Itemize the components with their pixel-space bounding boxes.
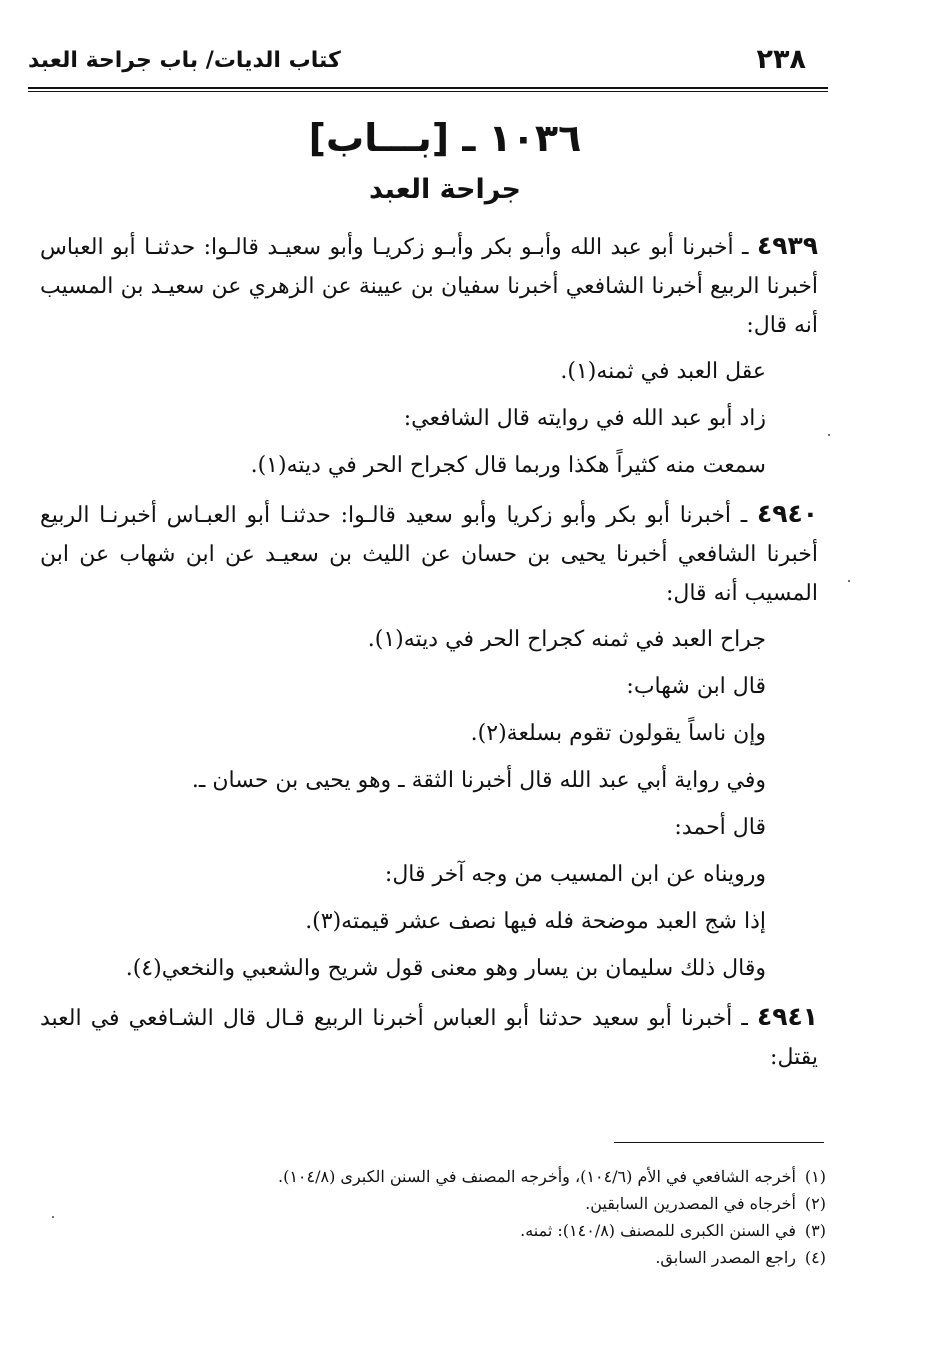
footnote — [120, 1191, 826, 1216]
hadith-paragraph — [40, 494, 818, 613]
page-header — [28, 44, 828, 84]
footnote — [120, 1245, 826, 1270]
footnote-mark: (٣) — [804, 1221, 826, 1240]
hadith-text: ـ أخبرنا أبو سعيد حدثنا أبو العباس أخبرنا الربيع قـال قال الشـافعي في العبد يقتل: — [40, 1006, 818, 1070]
header-rule-thin — [28, 91, 828, 92]
hadith-text: ـ أخبرنا أبو بكر وأبو زكريا وأبو سعيد قالـوا: حدثنـا أبو العبـاس أخبرنـا الربيع أخبرنا الشافعي أخبرنا يحيى بن حسان عن الليث بن سعيـد عن ابن شهاب عن ابن المسيب أنه قال: — [40, 503, 818, 606]
scan-speck — [848, 580, 850, 582]
quote-line: قال أحمد: — [674, 815, 766, 840]
footnote-text: أخرجه الشافعي في الأم (١٠٤/٦)، وأخرجه المصنف في السنن الكبرى (١٠٤/٨). — [278, 1167, 796, 1186]
page-body — [40, 226, 818, 1085]
running-title: كتاب الديات/ باب جراحة العبد — [28, 48, 341, 73]
footnote — [120, 1164, 826, 1189]
quote-line: وفي رواية أبي عبد الله قال أخبرنا الثقة ـ وهو يحيى بن حسان ـ. — [191, 768, 766, 793]
scan-speck — [828, 434, 830, 436]
footnotes — [120, 1164, 826, 1272]
footnote-text: أخرجاه في المصدرين السابقين. — [585, 1194, 796, 1213]
quote-line: جراح العبد في ثمنه كجراح الحر في ديته(١). — [367, 627, 766, 652]
footnote-mark: (٢) — [804, 1194, 826, 1213]
page-number: ٢٣٨ — [756, 44, 806, 75]
hadith-number: ٤٩٤١ — [756, 1002, 818, 1031]
footnote-rule — [614, 1142, 824, 1143]
quote-line: سمعت منه كثيراً هكذا وربما قال كجراح الحر في ديته(١). — [250, 453, 766, 478]
quote-line: وإن ناساً يقولون تقوم بسلعة(٢). — [470, 721, 766, 746]
footnote — [120, 1218, 826, 1243]
hadith-number: ٤٩٣٩ — [756, 231, 818, 260]
quote-line: إذا شج العبد موضحة فله فيها نصف عشر قيمته(٣). — [305, 909, 766, 934]
hadith-paragraph — [40, 226, 818, 345]
hadith-text: ـ أخبرنا أبو عبد الله وأبـو بكر وأبـو زكريـا وأبو سعيـد قالـوا: حدثنـا أبو العباس أخبرنا الربيع أخبرنا الشافعي أخبرنا سفيان بن عيينة عن الزهري عن سعيـد بن المسيب أنه قال: — [40, 235, 818, 338]
quote-line: ورويناه عن ابن المسيب من وجه آخر قال: — [384, 862, 766, 887]
scan-speck — [52, 1216, 54, 1218]
quote-line: عقل العبد في ثمنه(١). — [560, 359, 766, 384]
quote-line: وقال ذلك سليمان بن يسار وهو معنى قول شريح والشعبي والنخعي(٤). — [125, 956, 766, 981]
quote-line: زاد أبو عبد الله في روايته قال الشافعي: — [403, 406, 766, 431]
hadith-number: ٤٩٤٠ — [756, 499, 818, 528]
chapter-heading: ١٠٣٦ ـ [بـــاب] — [308, 116, 582, 160]
footnote-mark: (٤) — [804, 1248, 826, 1267]
footnote-text: في السنن الكبرى للمصنف (١٤٠/٨): ثمنه. — [520, 1221, 796, 1240]
chapter-subtitle: جراحة العبد — [369, 174, 521, 205]
footnote-mark: (١) — [804, 1167, 826, 1186]
quote-line: قال ابن شهاب: — [626, 674, 766, 699]
hadith-paragraph — [40, 997, 818, 1077]
header-rule — [28, 87, 828, 89]
footnote-text: راجع المصدر السابق. — [655, 1248, 796, 1267]
